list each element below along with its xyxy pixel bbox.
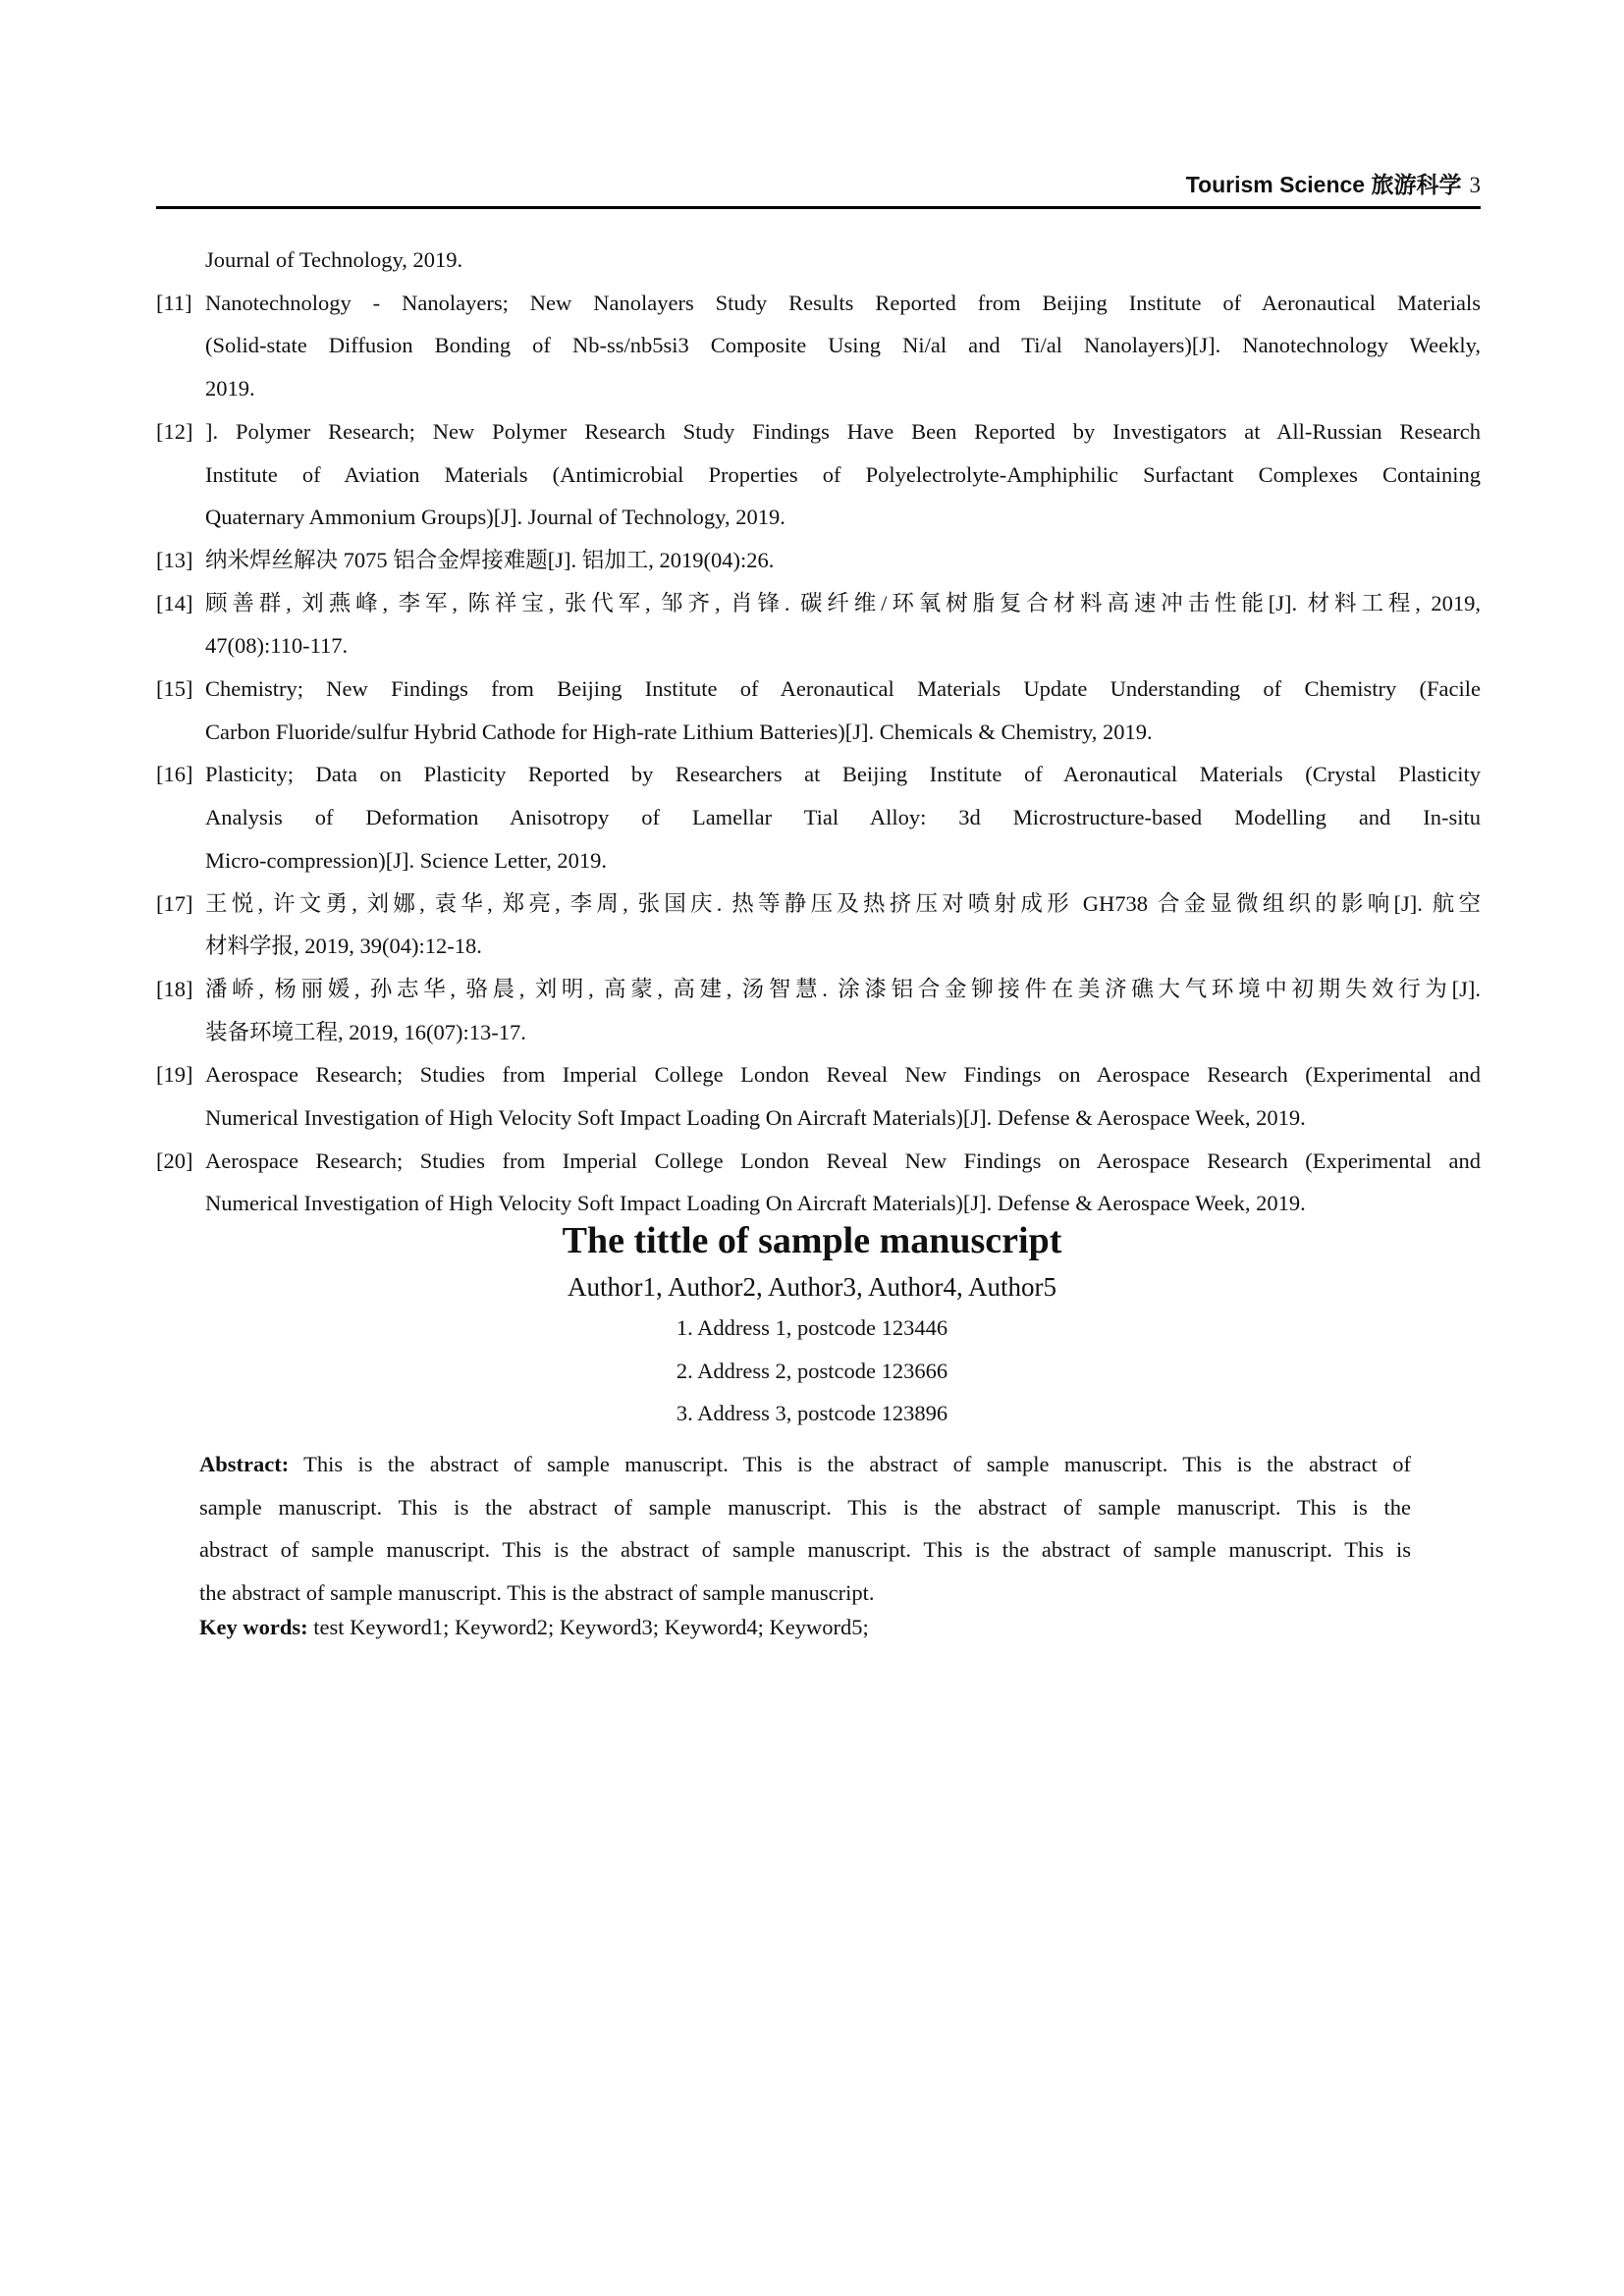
abstract: [199, 1443, 1411, 1615]
abstract-line: [199, 1443, 1411, 1486]
reference-line: 纳米焊丝解决 7075 铝合金焊接难题[J]. 铝加工, 2019(04):26.: [205, 547, 775, 572]
reference-line: Journal of Technology, 2019.: [205, 247, 463, 272]
abstract-line: [199, 1528, 1411, 1572]
reference-number: [18]: [156, 976, 193, 1001]
reference-item: [156, 582, 1481, 667]
reference-number: [16]: [156, 762, 193, 787]
reference-list: [156, 239, 1481, 1225]
abstract-text: the abstract of sample manuscript. This is the abstract of sample manuscript.: [199, 1580, 875, 1606]
author-list: Author1, Author2, Author3, Author4, Author5: [568, 1272, 1056, 1302]
reference-line: Numerical Investigation of High Velocity Soft Impact Loading On Aircraft Materials)[J]. Defense & Aerospace Week, 2019.: [205, 1105, 1306, 1131]
reference-number: [13]: [156, 547, 193, 572]
reference-line: 47(08):110-117.: [205, 633, 349, 659]
journal-name: Tourism Science 旅游科学: [1185, 172, 1462, 197]
reference-line: Aerospace Research; Studies from Imperial College London Reveal New Findings on Aerospace Research (Experimental and: [205, 1148, 1481, 1173]
reference-line: 王悦, 许文勇, 刘娜, 袁华, 郑亮, 李周, 张国庆. 热等静压及热挤压对喷射成形 GH738 合金显微组织的影响[J]. 航空: [205, 890, 1481, 916]
address-2: 2. Address 2, postcode 123666: [676, 1359, 948, 1383]
keywords-text: test Keyword1; Keyword2; Keyword3; Keyword4; Keyword5;: [307, 1615, 869, 1639]
reference-line: 2019.: [205, 376, 255, 401]
reference-number: [14]: [156, 590, 193, 615]
reference-line: Carbon Fluoride/sulfur Hybrid Cathode for High-rate Lithium Batteries)[J]. Chemicals & Chemistry, 2019.: [205, 719, 1153, 744]
abstract-label: Abstract:: [199, 1452, 290, 1476]
abstract-text: sample manuscript. This is the abstract of sample manuscript. This is the abstract of sample manuscript. This is the: [199, 1494, 1411, 1520]
reference-line: Analysis of Deformation Anisotropy of Lamellar Tial Alloy: 3d Microstructure-based Modelling and In-situ: [205, 805, 1481, 830]
reference-item: [156, 882, 1481, 968]
reference-line: ]. Polymer Research; New Polymer Research Study Findings Have Been Reported by Investigators at All-Russian Research: [205, 418, 1481, 444]
page-number: 3: [1469, 173, 1481, 197]
reference-line: 顾善群, 刘燕峰, 李军, 陈祥宝, 张代军, 邹齐, 肖锋. 碳纤维/环氧树脂复合材料高速冲击性能[J]. 材料工程, 2019,: [205, 590, 1481, 615]
reference-number: [15]: [156, 676, 193, 702]
abstract-line: [199, 1486, 1411, 1529]
reference-line: (Solid-state Diffusion Bonding of Nb-ss/nb5si3 Composite Using Ni/al and Ti/al Nanolayers)[J]. Nanotechnology Weekly,: [205, 333, 1481, 358]
address-3: 3. Address 3, postcode 123896: [676, 1401, 948, 1425]
reference-line: Chemistry; New Findings from Beijing Institute of Aeronautical Materials Update Understanding of Chemistry (Facile: [205, 676, 1481, 702]
reference-line: 潘峤, 杨丽媛, 孙志华, 骆晨, 刘明, 高蒙, 高建, 汤智慧. 涂漆铝合金铆接件在美济礁大气环境中初期失效行为[J].: [205, 976, 1481, 1001]
abstract-line: [199, 1572, 1411, 1615]
reference-line: Micro-compression)[J]. Science Letter, 2019.: [205, 847, 607, 873]
reference-line: Institute of Aviation Materials (Antimicrobial Properties of Polyelectrolyte-Amphiphilic Surfactant Complexes Containing: [205, 461, 1481, 487]
reference-number: [20]: [156, 1148, 193, 1173]
reference-line: Plasticity; Data on Plasticity Reported by Researchers at Beijing Institute of Aeronautical Materials (Crystal Plasticity: [205, 762, 1481, 787]
header-rule: [156, 206, 1481, 209]
reference-item: [156, 1053, 1481, 1139]
reference-number: [19]: [156, 1062, 193, 1088]
reference-line: Aerospace Research; Studies from Imperial College London Reveal New Findings on Aerospace Research (Experimental and: [205, 1062, 1481, 1088]
running-header: [156, 167, 1481, 206]
reference-line: Quaternary Ammonium Groups)[J]. Journal of Technology, 2019.: [205, 505, 785, 530]
keywords-label: Key words:: [199, 1615, 308, 1639]
reference-item: [156, 539, 1481, 582]
reference-line: 装备环境工程, 2019, 16(07):13-17.: [205, 1019, 526, 1044]
reference-item: [156, 282, 1481, 410]
reference-line: Numerical Investigation of High Velocity Soft Impact Loading On Aircraft Materials)[J]. Defense & Aerospace Week, 2019.: [205, 1191, 1306, 1216]
reference-item: [156, 1140, 1481, 1225]
reference-line: Nanotechnology - Nanolayers; New Nanolayers Study Results Reported from Beijing Institute of Aeronautical Materials: [205, 290, 1481, 315]
reference-number: [11]: [156, 290, 192, 315]
manuscript-title: The tittle of sample manuscript: [562, 1220, 1062, 1261]
reference-item: [156, 968, 1481, 1053]
reference-line: 材料学报, 2019, 39(04):12-18.: [205, 934, 482, 959]
reference-item: [156, 239, 1481, 282]
abstract-text: This is the abstract of sample manuscript. This is the abstract of sample manuscript. This is the abstract of: [289, 1452, 1411, 1476]
reference-number: [12]: [156, 418, 193, 444]
reference-item: [156, 753, 1481, 881]
reference-item: [156, 410, 1481, 539]
keywords: [199, 1615, 869, 1640]
reference-item: [156, 667, 1481, 753]
reference-number: [17]: [156, 890, 193, 916]
abstract-text: abstract of sample manuscript. This is the abstract of sample manuscript. This is the abstract of sample manuscript. This is: [199, 1537, 1411, 1563]
address-1: 1. Address 1, postcode 123446: [676, 1315, 948, 1340]
